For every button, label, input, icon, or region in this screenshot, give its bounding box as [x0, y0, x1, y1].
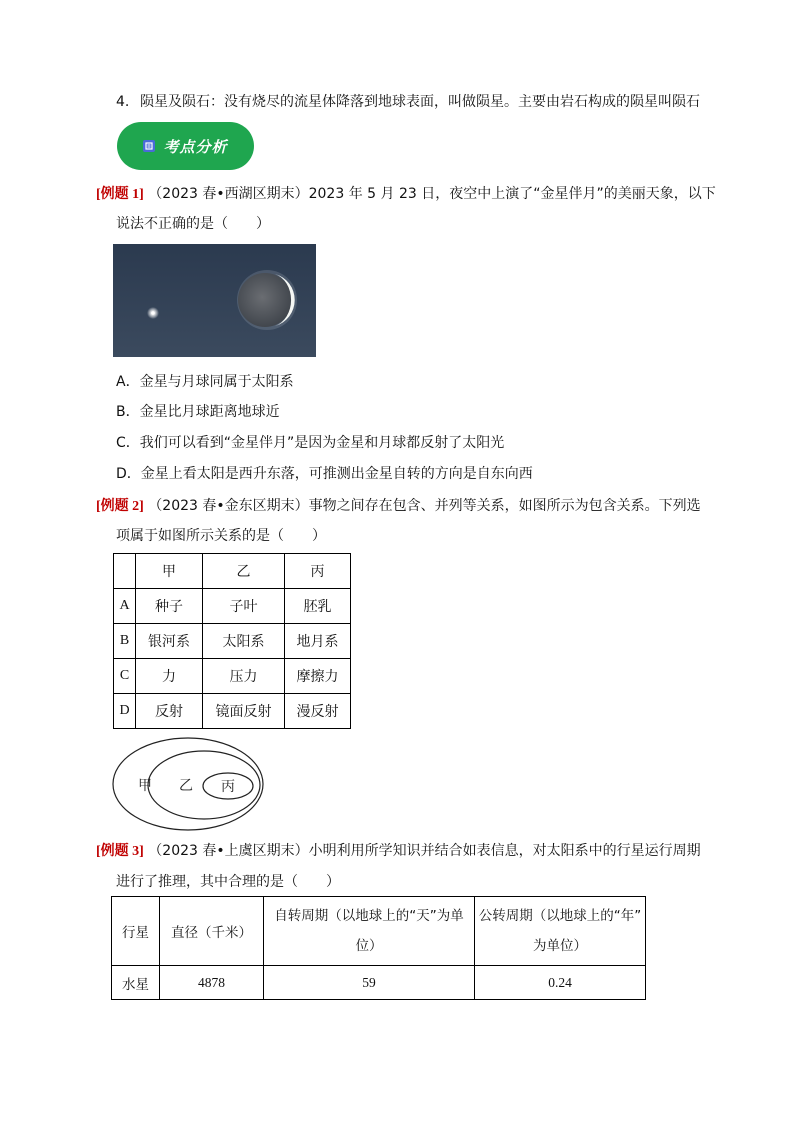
table-cell: C	[114, 659, 136, 694]
example-2-line1: （2023 春•金东区期末）事物之间存在包含、并列等关系，如图所示为包含关系。下列选	[148, 498, 701, 514]
table-cell: 胚乳	[285, 589, 351, 624]
table-cell: 行星	[112, 897, 160, 966]
example-1-option-b: B．金星比月球距离地球近	[116, 404, 280, 420]
example-2-tag: [例题 2]	[96, 499, 144, 514]
table-cell: 压力	[203, 659, 285, 694]
label-bing: 丙	[221, 779, 235, 795]
table-cell-rotation	[264, 897, 475, 966]
table-row	[112, 966, 646, 1000]
table-row	[114, 624, 351, 659]
item-4-text: 陨星及陨石：没有烧尽的流星体降落到地球表面，叫做陨星。主要由岩石构成的陨星叫陨石	[140, 94, 700, 110]
table-cell: 摩擦力	[285, 659, 351, 694]
example-1-line2: 说法不正确的是（ ）	[116, 216, 270, 232]
example-3-tag: [例题 3]	[96, 844, 144, 859]
table-cell: 59	[264, 966, 475, 1000]
table-cell: 甲	[136, 554, 203, 589]
middle-ellipse	[148, 751, 260, 819]
example-3-line2: 进行了推理，其中合理的是（ ）	[116, 874, 340, 890]
rotation-header-line2: 位）	[355, 938, 383, 954]
table-cell: 太阳系	[203, 624, 285, 659]
table-cell: 0.24	[475, 966, 646, 1000]
example-1-tag: [例题 1]	[96, 187, 144, 202]
label-yi: 乙	[179, 778, 193, 794]
inclusion-diagram	[111, 736, 265, 832]
rotation-header-line1: 自转周期（以地球上的“天”为单	[274, 908, 464, 924]
revolution-header-line1: 公转周期（以地球上的“年”	[478, 908, 642, 924]
example-2-table	[113, 553, 351, 729]
table-cell: 水星	[112, 966, 160, 1000]
table-cell: 丙	[285, 554, 351, 589]
example-1-option-c: C．我们可以看到“金星伴月”是因为金星和月球都反射了太阳光	[116, 435, 505, 451]
table-header-row	[114, 554, 351, 589]
table-row	[114, 694, 351, 729]
example-3-question	[96, 841, 701, 862]
label-jia: 甲	[138, 778, 152, 794]
table-cell: 地月系	[285, 624, 351, 659]
book-icon	[143, 140, 155, 152]
table-cell: 子叶	[203, 589, 285, 624]
example-1-option-a: A．金星与月球同属于太阳系	[116, 374, 294, 390]
example-3-table	[111, 896, 646, 1000]
table-cell: D	[114, 694, 136, 729]
table-row	[114, 659, 351, 694]
revolution-header-line2: 为单位）	[533, 938, 587, 954]
table-cell	[114, 554, 136, 589]
badge-label: 考点分析	[163, 137, 228, 156]
example-1-question	[96, 184, 716, 205]
table-cell: 力	[136, 659, 203, 694]
table-cell: A	[114, 589, 136, 624]
table-row	[114, 589, 351, 624]
venus-moon-photo	[113, 244, 316, 357]
table-cell: B	[114, 624, 136, 659]
analysis-badge	[117, 122, 254, 170]
table-cell: 漫反射	[285, 694, 351, 729]
example-2-question	[96, 496, 701, 517]
item-4-number: 4.	[116, 94, 130, 110]
table-cell: 反射	[136, 694, 203, 729]
table-cell: 直径（千米）	[160, 897, 264, 966]
example-2-line2: 项属于如图所示关系的是（ ）	[116, 528, 326, 544]
example-1-line1: （2023 春•西湖区期末）2023 年 5 月 23 日，夜空中上演了“金星伴月”的美丽天象，以下	[148, 186, 716, 202]
table-cell: 4878	[160, 966, 264, 1000]
table-cell: 镜面反射	[203, 694, 285, 729]
example-1-option-d: D．金星上看太阳是西升东落，可推测出金星自转的方向是自东向西	[116, 466, 533, 482]
example-3-line1: （2023 春•上虞区期末）小明利用所学知识并结合如表信息，对太阳系中的行星运行周期	[148, 843, 701, 859]
table-header-row	[112, 897, 646, 966]
table-cell: 种子	[136, 589, 203, 624]
table-cell-revolution	[475, 897, 646, 966]
table-cell: 乙	[203, 554, 285, 589]
table-cell: 银河系	[136, 624, 203, 659]
